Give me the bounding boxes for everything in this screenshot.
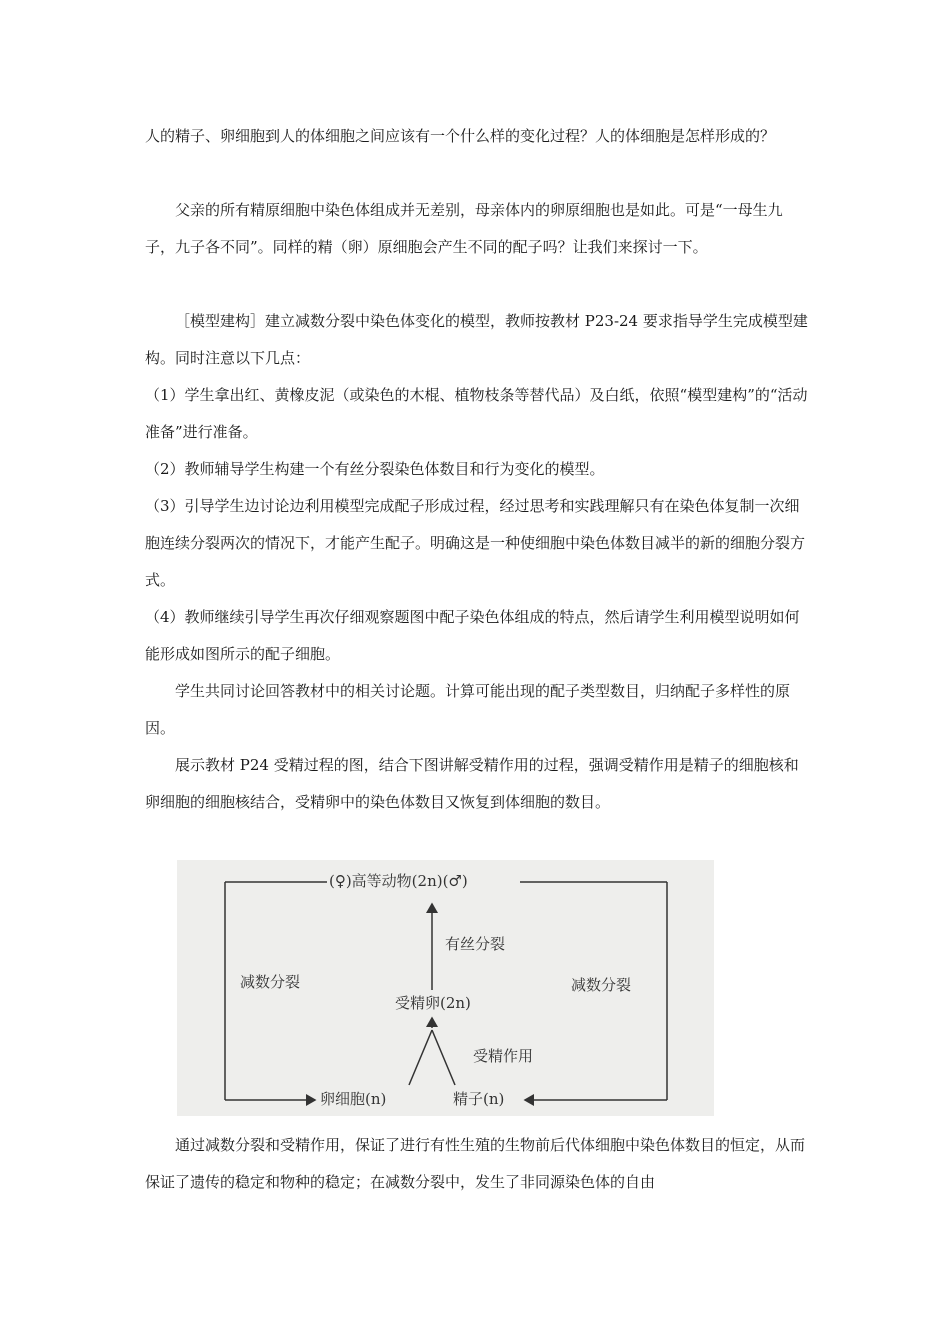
higher-animal-label: (♀)高等动物(2n)(♂) bbox=[329, 872, 468, 890]
paragraph-8: 学生共同讨论回答教材中的相关讨论题。计算可能出现的配子类型数目，归纳配子多样性的原因。 bbox=[145, 682, 791, 737]
paragraph-9: 展示教材 P24 受精过程的图，结合下图讲解受精作用的过程，强调受精作用是精子的细胞核和卵细胞的细胞核结合，受精卵中的染色体数目又恢复到体细胞的数目。 bbox=[145, 756, 799, 811]
paragraph-3: ［模型建构］建立减数分裂中染色体变化的模型，教师按教材 P23-24 要求指导学生完成模型建构。同时注意以下几点： bbox=[145, 312, 808, 367]
paragraph-6: （3）引导学生边讨论边利用模型完成配子形成过程，经过思考和实践理解只有在染色体复制一次细胞连续分裂两次的情况下，才能产生配子。明确这是一种使细胞中染色体数目减半的新的细胞分裂方式。 bbox=[145, 497, 806, 589]
paragraph-10: 通过减数分裂和受精作用，保证了进行有性生殖的生物前后代体细胞中染色体数目的恒定，从而保证了遗传的稳定和物种的稳定；在减数分裂中，发生了非同源染色体的自由 bbox=[145, 1136, 806, 1191]
paragraph-7: （4）教师继续引导学生再次仔细观察题图中配子染色体组成的特点，然后请学生利用模型说明如何能形成如图所示的配子细胞。 bbox=[145, 608, 800, 663]
paragraph-4: （1）学生拿出红、黄橡皮泥（或染色的木棍、植物枝条等替代品）及白纸，依照“模型建构”的“活动准备”进行准备。 bbox=[145, 386, 808, 441]
zygote-label: 受精卵(2n) bbox=[395, 994, 471, 1012]
sperm-label: 精子(n) bbox=[453, 1090, 505, 1108]
fertilization-diagram bbox=[177, 860, 714, 1116]
mitosis-label: 有丝分裂 bbox=[445, 935, 506, 953]
paragraph-5: （2）教师辅导学生构建一个有丝分裂染色体数目和行为变化的模型。 bbox=[145, 460, 605, 478]
meiosis-right-label: 减数分裂 bbox=[571, 976, 632, 994]
egg-cell-label: 卵细胞(n) bbox=[320, 1090, 387, 1108]
meiosis-left-label: 减数分裂 bbox=[240, 973, 301, 991]
fertilization-line-left bbox=[409, 1030, 432, 1085]
paragraph-1: 人的精子、卵细胞到人的体细胞之间应该有一个什么样的变化过程？人的体细胞是怎样形成的？ bbox=[145, 127, 776, 145]
fertilization-label: 受精作用 bbox=[473, 1047, 534, 1065]
fertilization-line-right bbox=[432, 1030, 455, 1085]
paragraph-2: 父亲的所有精原细胞中染色体组成并无差别，母亲体内的卵原细胞也是如此。可是“一母生九子，九子各不同”。同样的精（卵）原细胞会产生不同的配子吗？让我们来探讨一下。 bbox=[145, 201, 783, 256]
